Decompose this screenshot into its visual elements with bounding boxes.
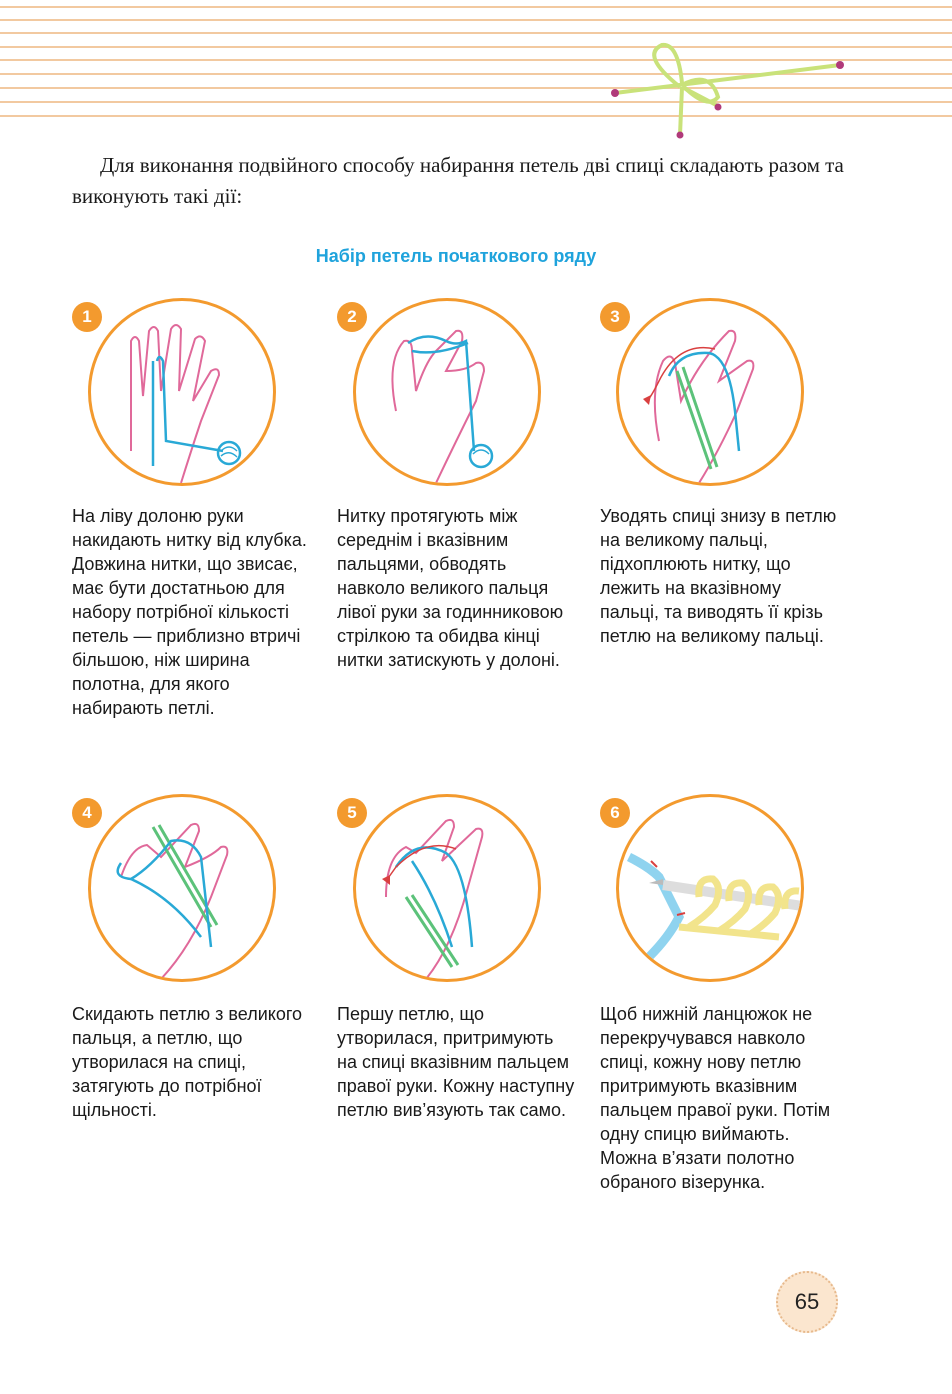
step-3-text: Уводять спиці знизу в петлю на великому пальці, підхоплюють нитку, що лежить на вказівному пальці, та виводять її крізь петлю на великому пальці. (600, 506, 837, 646)
section-title: Набір петель початкового ряду (315, 246, 597, 266)
step-6-number-badge: 6 (600, 798, 630, 828)
step-2-text: Нитку протягують між середнім і вказівним пальцями, обводять навколо великого пальця лівої руки за годинниковою стрілкою та обидва кінці нитки затискують у долоні. (337, 506, 564, 670)
step-5-illustration (353, 794, 541, 982)
step-6-illustration (616, 794, 804, 982)
step-4-number-badge: 4 (72, 798, 102, 828)
step-1-text: На ліву долоню руки накидають нитку від клубка. Довжина нитки, що звисає, має бути достатньою для набору потрібної кількості петель — приблизно втричі більшою, ніж ширина полотна, для якого набирають петлі. (72, 506, 307, 718)
ribbon-bow-decoration (600, 35, 860, 150)
step-4-illustration (88, 794, 276, 982)
step-1-number-badge: 1 (72, 302, 102, 332)
step-5-text: Першу петлю, що утворилася, притримують на спиці вказівним пальцем правої руки. Кожну наступну петлю вив’язують так само. (337, 1004, 575, 1120)
step-1-illustration (88, 298, 276, 486)
step-3-number-badge: 3 (600, 302, 630, 332)
step-5-number-badge: 5 (337, 798, 367, 828)
page-number: 65 (776, 1271, 838, 1333)
step-6-text: Щоб нижній ланцюжок не перекручувався навколо спиці, кожну нову петлю притримують вказівним пальцем правої руки. Потім одну спицю виймають. Можна в’язати полотно обраного візерунка. (600, 1004, 831, 1192)
step-4-text: Скидають петлю з великого пальця, а петлю, що утворилася на спиці, затягують до потрібної щільності. (72, 1004, 303, 1120)
intro-paragraph: Для виконання подвійного способу набирання петель дві спиці складають разом та виконують такі дії: (72, 153, 844, 208)
step-2-illustration (353, 298, 541, 486)
step-2-number-badge: 2 (337, 302, 367, 332)
step-3-illustration (616, 298, 804, 486)
